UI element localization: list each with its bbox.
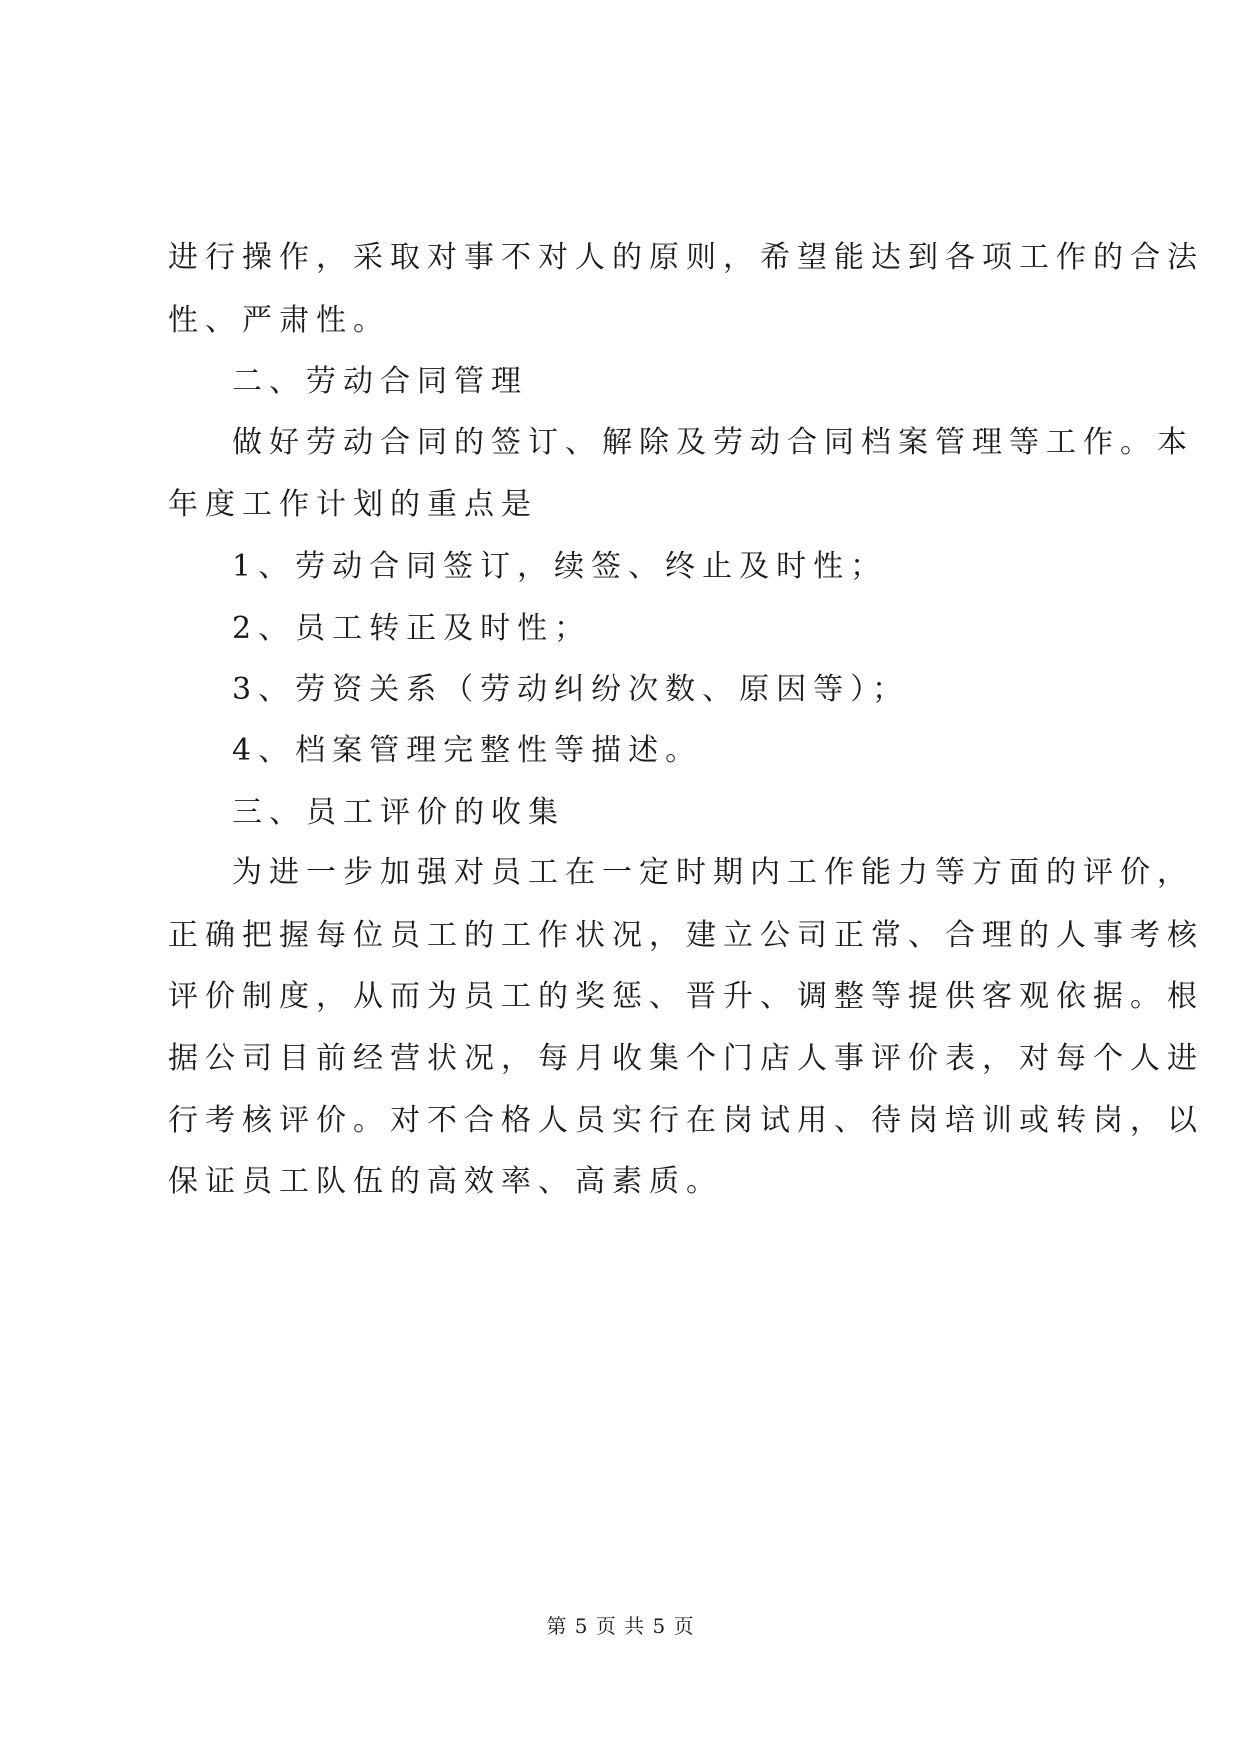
- list-item: 4、档案管理完整性等描述。: [232, 733, 703, 768]
- list-item: 2、员工转正及时性；: [232, 611, 592, 646]
- paragraph-line: 评价制度，从而为员工的奖惩、晋升、调整等提供客观依据。根: [168, 979, 1204, 1014]
- paragraph-line: 据公司目前经营状况，每月收集个门店人事评价表，对每个人进: [168, 1041, 1204, 1076]
- paragraph-line: 行考核评价。对不合格人员实行在岗试用、待岗培训或转岗，以: [168, 1103, 1204, 1138]
- list-item: 3、劳资关系（劳动纠纷次数、原因等）；: [232, 672, 910, 707]
- list-item: 1、劳动合同签订，续签、终止及时性；: [232, 549, 888, 584]
- paragraph-line: 正确把握每位员工的工作状况，建立公司正常、合理的人事考核: [168, 918, 1204, 953]
- section-heading: 二、劳动合同管理: [232, 364, 528, 399]
- paragraph-line: 为进一步加强对员工在一定时期内工作能力等方面的评价，: [232, 855, 1194, 890]
- paragraph-line: 做好劳动合同的签订、解除及劳动合同档案管理等工作。本: [232, 425, 1194, 460]
- page-number-footer: 第 5 页 共 5 页: [546, 1614, 695, 1638]
- section-heading: 三、员工评价的收集: [232, 795, 565, 830]
- paragraph-line: 进行操作，采取对事不对人的原则，希望能达到各项工作的合法: [168, 240, 1204, 275]
- paragraph-line: 保证员工队伍的高效率、高素质。: [168, 1164, 723, 1199]
- paragraph-line: 性、严肃性。: [168, 303, 390, 338]
- paragraph-line: 年度工作计划的重点是: [168, 487, 538, 522]
